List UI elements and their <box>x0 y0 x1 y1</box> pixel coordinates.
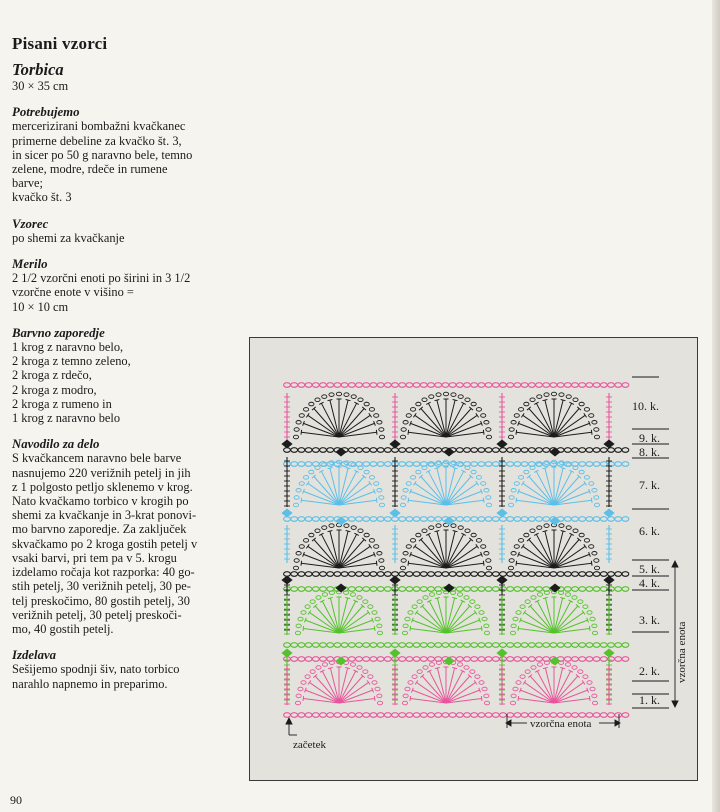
round-label-5: 5. k. <box>639 562 660 576</box>
round-label-6: 6. k. <box>639 524 660 538</box>
section-text: 1 krog z naravno belo, 2 kroga z temno zeleno, 2 kroga z rdečo, 2 kroga z modro, 2 kroga z rumeno in 1 krog z naravno belo <box>12 340 131 426</box>
stitch-cap <box>301 498 302 503</box>
stitch-cap <box>589 626 590 631</box>
round-label-2: 2. k. <box>639 664 660 678</box>
section-heading: Merilo <box>12 257 48 272</box>
page-spine-shadow <box>712 0 720 812</box>
stitch-cap <box>483 498 484 503</box>
stitch-cap <box>374 696 375 701</box>
stitch-cap <box>591 561 592 566</box>
crochet-chart-svg <box>249 337 698 781</box>
round-label-10: 10. k. <box>632 399 659 413</box>
round-label-1: 1. k. <box>639 693 660 707</box>
stitch-cap <box>518 626 519 631</box>
start-label: začetek <box>293 739 326 751</box>
stitch-cap <box>410 626 411 631</box>
section-heading: Izdelava <box>12 648 57 663</box>
section-heading: Vzorec <box>12 216 49 231</box>
round-label-3: 3. k. <box>639 613 660 627</box>
instructions-column <box>12 60 248 691</box>
stitch-cap <box>303 696 304 701</box>
section-heading: Barvno zaporedje <box>12 325 105 340</box>
page-number: 90 <box>10 793 22 807</box>
horizontal-repeat-label: vzorčna enota <box>530 718 592 730</box>
section-pattern <box>12 217 248 245</box>
round-label-4: 4. k. <box>639 576 660 590</box>
stitch-cap <box>516 430 517 435</box>
stitch-cap <box>589 696 590 701</box>
section-text: po shemi za kvačkanje <box>12 230 125 245</box>
stitch-cap <box>376 498 377 503</box>
stitch-cap <box>303 626 304 631</box>
section-heading: Navodilo za delo <box>12 437 100 452</box>
stitch-cap <box>481 626 482 631</box>
crochet-chart <box>249 337 698 781</box>
section-text: Sešijemo spodnji šiv, nato torbico narahlo napnemo in preparimo. <box>12 662 180 691</box>
round-label-8: 8. k. <box>639 445 660 459</box>
section-text: S kvačkancem naravno bele barve nasnujemo 220 verižnih petelj in jih z 1 polgosto petljo sklenemo v krog. Nato kvačkamo torbico v krogih po shemi za kvačkanje in 3-krat ponovi- mo barvno zaporedje. Za zaključek skvačkamo po 2 kroga gostih petelj v vsaki barvi, pri tem pa v 5. krogu izdelamo ročaja kot razporka: 40 go- stih petelj, 30 verižnih petelj, 30 pe- telj preskočimo, 80 gostih petelj, 30 verižnih petelj, 30 petelj preskoči- mo, 40 gostih petelj. <box>12 451 198 636</box>
stitch-cap <box>408 430 409 435</box>
stitch-cap <box>376 561 377 566</box>
section-instructions <box>12 437 248 636</box>
project-title: Torbica <box>12 60 64 79</box>
stitch-cap <box>408 498 409 503</box>
stitch-cap <box>518 696 519 701</box>
stitch-cap <box>410 696 411 701</box>
stitch-cap <box>408 561 409 566</box>
stitch-cap <box>301 430 302 435</box>
stitch-cap <box>376 430 377 435</box>
stitch-cap <box>516 561 517 566</box>
section-text: mercerizirani bombažni kvačkanec primerne debeline za kvačko št. 3, in sicer po 50 g naravno bele, temno zelene, modre, rdeče in rumene barve; kvačko št. 3 <box>12 119 193 205</box>
page-title: Pisani vzorci <box>12 34 108 53</box>
stitch-cap <box>483 430 484 435</box>
stitch-cap <box>483 561 484 566</box>
section-color-sequence <box>12 326 248 425</box>
stitch-cap <box>591 498 592 503</box>
section-gauge <box>12 257 248 314</box>
section-heading: Potrebujemo <box>12 105 80 120</box>
project-size: 30 × 35 cm <box>12 79 69 93</box>
stitch-cap <box>301 561 302 566</box>
section-finishing <box>12 648 248 691</box>
round-label-7: 7. k. <box>639 478 660 492</box>
stitch-cap <box>374 626 375 631</box>
stitch-cap <box>481 696 482 701</box>
vertical-repeat-label: vzorčna enota <box>676 621 688 683</box>
stitch-cap <box>516 498 517 503</box>
round-label-9: 9. k. <box>639 431 660 445</box>
stitch-cap <box>591 430 592 435</box>
section-materials <box>12 105 248 204</box>
section-text: 2 1/2 vzorčni enoti po širini in 3 1/2 vzorčne enote v višino = 10 × 10 cm <box>12 271 191 314</box>
